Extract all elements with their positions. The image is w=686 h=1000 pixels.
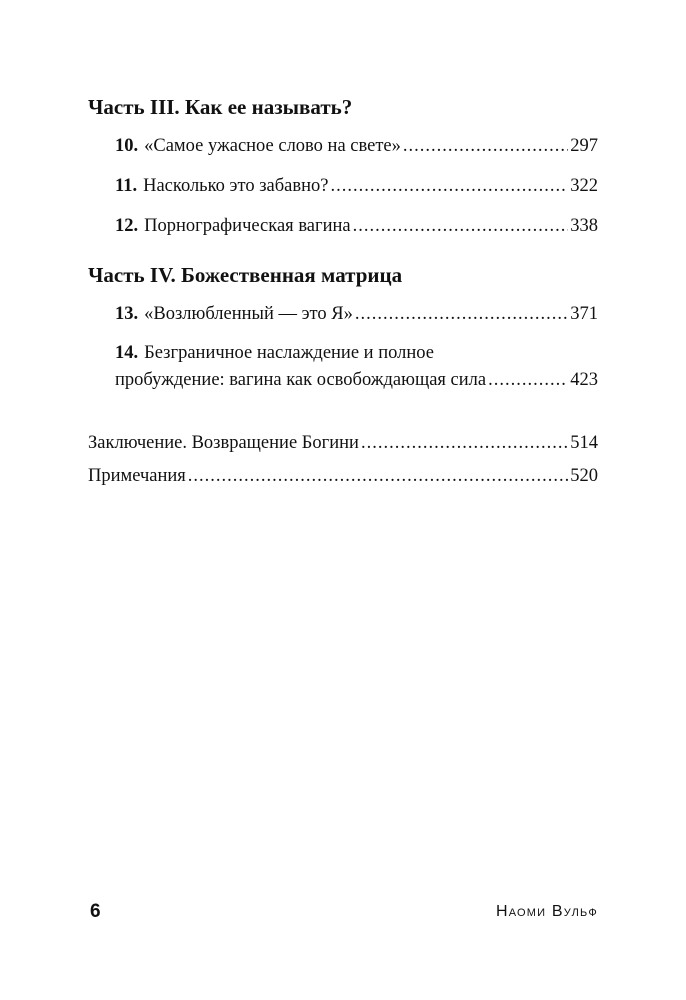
dot-leader	[488, 367, 568, 393]
part-heading: Часть III. Как ее называть?	[88, 95, 353, 119]
entry-title: Заключение. Возвращение Богини	[88, 433, 359, 453]
chapter-title: Безграничное наслаждение и полное	[144, 343, 434, 363]
page-number: 297	[570, 136, 598, 156]
toc-entry-chapter-10[interactable]	[115, 133, 598, 159]
toc-entry-chapter-12[interactable]	[115, 213, 598, 239]
chapter-title: «Возлюбленный — это Я»	[144, 304, 353, 324]
dot-leader	[188, 463, 568, 489]
dot-leader	[353, 213, 569, 239]
toc-entry-chapter-14[interactable]	[115, 340, 598, 393]
entry-title: Примечания	[88, 466, 186, 486]
chapter-title: Насколько это забавно?	[143, 176, 329, 196]
chapter-title-line-2	[115, 367, 598, 393]
toc-entry-conclusion[interactable]	[88, 430, 598, 456]
toc-entry-chapter-13[interactable]	[115, 301, 598, 327]
chapter-number: 11.	[115, 176, 138, 196]
running-footer-author: Наоми Вульф	[495, 903, 598, 920]
chapter-number: 13.	[115, 304, 139, 324]
page-number: 423	[570, 370, 598, 390]
page-number: 322	[570, 176, 598, 196]
folio-page-number: 6	[90, 901, 101, 922]
dot-leader	[355, 301, 568, 327]
chapter-number: 12.	[115, 216, 139, 236]
chapter-title-line-1	[115, 340, 598, 367]
part-heading: Часть IV. Божественная матрица	[88, 263, 403, 287]
chapter-title: Порнографическая вагина	[144, 216, 351, 236]
page-number: 338	[570, 216, 598, 236]
dot-leader	[330, 173, 568, 199]
toc-entry-notes[interactable]	[88, 463, 598, 489]
chapter-title: «Самое ужасное слово на свете»	[144, 136, 401, 156]
dot-leader	[403, 133, 568, 159]
page-number: 514	[570, 433, 598, 453]
chapter-number: 14.	[115, 343, 139, 363]
dot-leader	[361, 430, 568, 456]
page-number: 371	[570, 304, 598, 324]
toc-entry-chapter-11[interactable]	[115, 173, 598, 199]
chapter-number: 10.	[115, 136, 139, 156]
chapter-title-continued: пробуждение: вагина как освобождающая сила	[115, 370, 487, 390]
page-number: 520	[570, 466, 598, 486]
